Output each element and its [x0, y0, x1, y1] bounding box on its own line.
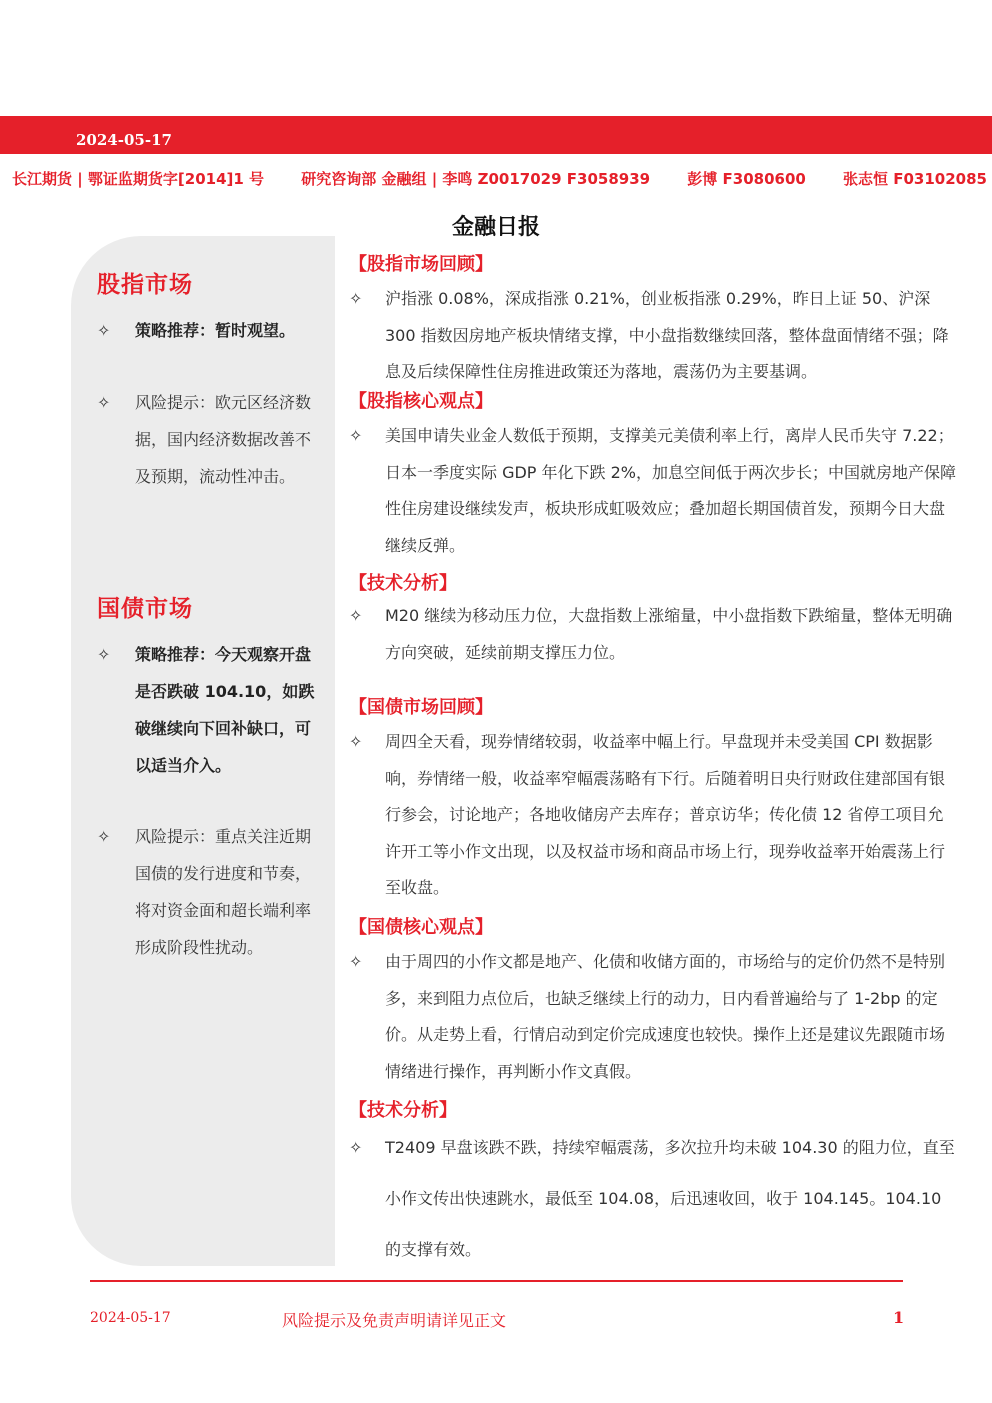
equity-technical-text: M20 继续为移动压力位，大盘指数上涨缩量，中小盘指数下跌缩量，整体无明确方向突破，延续前期支撑压力位。	[385, 606, 953, 662]
research-dept: 研究咨询部 金融组 | 李鸣 Z0017029 F3058939	[301, 170, 651, 188]
star-bullet-icon: ✧	[97, 393, 111, 412]
bond-review-paragraph	[349, 724, 957, 907]
star-bullet-icon: ✧	[349, 1138, 363, 1157]
bond-technical-paragraph	[349, 1122, 957, 1275]
equity-strategy-label: 策略推荐	[135, 321, 200, 340]
star-bullet-icon: ✧	[349, 426, 363, 445]
company-license: 长江期货 | 鄂证监期货字[2014]1 号	[12, 170, 265, 188]
bond-core-text: 由于周四的小作文都是地产、化债和收储方面的，市场给与的定价仍然不是特别多，来到阻力点位后，也缺乏继续上行的动力，日内看普遍给与了 1-2bp 的定价。从走势上看，行情启动到定价完成速度也较快。操作上还是建议先跟随市场情绪进行操作，再判断小作文真假。	[385, 952, 946, 1081]
footer-date: 2024-05-17	[90, 1310, 171, 1326]
author-pengbo: 彭博 F3080600	[687, 170, 806, 188]
equity-core-text: 美国申请失业金人数低于预期，支撑美元美债利率上行，离岸人民币失守 7.22；日本一季度实际 GDP 年化下跌 2%，加息空间低于两次步长；中国就房地产保障性住房建设继续发声，板块形成虹吸效应；叠加超长期国债首发，预期今日大盘继续反弹。	[385, 426, 957, 555]
bond-strategy-text: ：今天观察开盘是否跌破 104.10，如跌破继续向下回补缺口，可以适当介入。	[135, 645, 315, 775]
bond-core-heading: 【国债核心观点】	[349, 917, 493, 938]
equity-technical-heading: 【技术分析】	[349, 573, 457, 594]
star-bullet-icon: ✧	[349, 606, 363, 625]
page-number: 1	[893, 1308, 905, 1327]
header-date: 2024-05-17	[76, 131, 172, 149]
footer-divider	[90, 1280, 903, 1282]
bond-review-text: 周四全天看，现券情绪较弱，收益率中幅上行。早盘现并未受美国 CPI 数据影响，券情绪一般，收益率窄幅震荡略有下行。后随着明日央行财政住建部国有银行参会，讨论地产；各地收储房产去库存；普京访华；传化债 12 省停工项目允许开工等小作文出现，以及权益市场和商品市场上行，现券收益率开始震荡上行至收盘。	[385, 732, 946, 897]
bond-technical-heading: 【技术分析】	[349, 1100, 457, 1121]
star-bullet-icon: ✧	[349, 732, 363, 751]
equity-market-heading: 股指市场	[97, 272, 193, 298]
equity-core-heading: 【股指核心观点】	[349, 391, 493, 412]
author-zhangzhiheng: 张志恒 F03102085	[843, 170, 987, 188]
equity-review-heading: 【股指市场回顾】	[349, 254, 493, 275]
equity-review-text: 沪指涨 0.08%，深成指涨 0.21%，创业板指涨 0.29%，昨日上证 50、沪深 300 指数因房地产板块情绪支撑，中小盘指数继续回落，整体盘面情绪不强；降息及后续保障性住房推进政策还为落地，震荡仍为主要基调。	[385, 289, 949, 381]
footer-disclaimer: 风险提示及免责声明请详见正文	[282, 1311, 507, 1330]
bond-risk	[97, 818, 322, 966]
bond-market-heading: 国债市场	[97, 596, 193, 622]
star-bullet-icon: ✧	[97, 645, 111, 664]
bond-review-heading: 【国债市场回顾】	[349, 697, 493, 718]
bond-core-paragraph	[349, 944, 957, 1090]
equity-review-paragraph	[349, 281, 957, 391]
report-title: 金融日报	[451, 215, 540, 240]
equity-core-paragraph	[349, 418, 957, 564]
equity-strategy-text: ：暂时观望。	[199, 321, 296, 340]
star-bullet-icon: ✧	[349, 289, 363, 308]
bond-strategy	[97, 636, 322, 784]
equity-strategy	[97, 312, 322, 349]
equity-risk-text: 风险提示：欧元区经济数据，国内经济数据改善不及预期，流动性冲击。	[135, 393, 312, 486]
star-bullet-icon: ✧	[349, 952, 363, 971]
author-line	[12, 168, 987, 189]
star-bullet-icon: ✧	[97, 321, 111, 340]
equity-technical-paragraph	[349, 598, 957, 671]
bond-technical-text: T2409 早盘该跌不跌，持续窄幅震荡，多次拉升均未破 104.30 的阻力位，直至小作文传出快速跳水，最低至 104.08，后迅速收回，收于 104.145。104.10 的支撑有效。	[385, 1138, 955, 1259]
equity-risk	[97, 384, 322, 495]
star-bullet-icon: ✧	[97, 827, 111, 846]
bond-risk-text: 风险提示：重点关注近期国债的发行进度和节奏，将对资金面和超长端利率形成阶段性扰动。	[135, 827, 312, 957]
bond-strategy-label: 策略推荐	[135, 645, 200, 664]
